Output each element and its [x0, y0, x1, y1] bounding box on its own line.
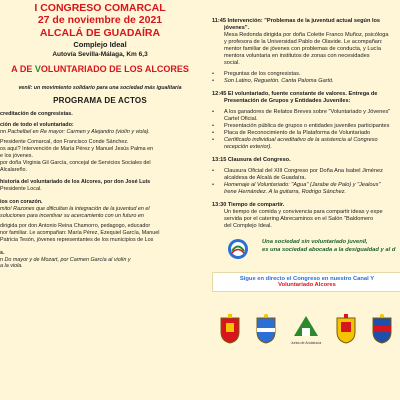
program-line: a la viola. [0, 263, 23, 270]
program-line: Un tiempo de comida y convivencia para compartir ideas y expe [224, 209, 383, 215]
program-line: mentora voluntaria en institutos de zonas con necesidades [224, 53, 370, 59]
program-bullet: • Preguntas de los congresistas. [212, 71, 400, 78]
program-line: dirigida por don Antonio Reina Chamorro, pedagogo, educador [0, 223, 151, 230]
program-line: por doña Virginia Gil García, concejal de Servicios Sociales del [0, 159, 151, 166]
sponsor-logo-5 [371, 314, 393, 345]
program-line: 13:30 Tiempo de compartir. [212, 202, 285, 208]
program-line: historia del voluntariado de los Alcores, por don José Luis [0, 179, 151, 186]
crest-icon [335, 314, 357, 344]
program-line: e los jóvenes. [0, 152, 33, 159]
theme-line [0, 63, 200, 75]
program-line: mentor familiar de jóvenes con problemas de conducta, y Lucía [224, 46, 382, 52]
program-line: Irene Hernández. A la guitarra, Rodrigo Sánchez. [224, 189, 347, 195]
live-stream-text: Sigue en directo el Congreso en nuestro Canal Y [239, 276, 375, 282]
venue-address: Autovía Sevilla-Málaga, Km 6,3 [52, 51, 148, 58]
program-line: y profesora de la Universidad Pablo de Olavide. Le acompañan: [224, 39, 383, 45]
slogan-line-2: es una sociedad abocada a la desigualdad y al d [262, 247, 396, 253]
program-line: jóvenes". [224, 25, 250, 31]
program-line: 12:45 El voluntariado, fuente constante de valores. Entrega de [212, 91, 378, 97]
junta-caption: Junta de Andalucía [290, 341, 322, 345]
sponsor-logo-2 [255, 314, 277, 345]
program-line: 13:15 Clausura del Congreso. [212, 157, 291, 163]
program-line: Presentación de Grupos y Entidades Juveniles: [224, 98, 351, 104]
congress-date: 27 de noviembre de 2021 [37, 14, 163, 26]
program-line: recepción exterior). [224, 144, 272, 150]
crest-icon [219, 314, 241, 344]
program-title: PROGRAMA DE ACTOS [53, 96, 147, 105]
theme-rest: OLUNTARIADO DE LOS ALCORES [40, 64, 189, 74]
program-line: Presidente Comarcal, don Francisco Conde Sánchez. [0, 139, 129, 146]
program-line: nor familiar. Le acompañan: María Pérez, Ezequiel García, Manuel [0, 230, 160, 237]
program-bullet: • Clausura Oficial del XIII Congreso por Doña Ana Isabel Jiménez [212, 168, 400, 175]
program-bullet: • Placa de Reconocimiento de la Plataforma de Voluntariado [212, 130, 400, 137]
left-program-list [0, 111, 200, 270]
venue-name: Complejo Ideal [73, 40, 127, 49]
program-line: del Complejo Ideal. [224, 223, 272, 229]
sponsor-logo-4 [335, 314, 357, 345]
crest-icon [371, 314, 393, 344]
channel-name: Voluntariado Alcores [278, 282, 336, 288]
congress-city: ALCALÁ DE GUADAÍRA [39, 27, 161, 39]
slogan-line-1: Una sociedad sin voluntariado juvenil, [262, 239, 368, 245]
program-line: mito! Razones que dificultan la integración de la juventud en el [0, 205, 150, 212]
shield-icon [255, 314, 277, 344]
program-line: s. [0, 249, 5, 256]
sponsor-logos [212, 300, 400, 345]
program-line: ios con corazón. [0, 198, 43, 205]
program-line: creditación de congresistas. [0, 111, 73, 117]
sponsor-logo-3 [291, 314, 322, 345]
program-line: 11:45 Intervención: "Problemas de la juventud actual según los [212, 18, 381, 24]
motto: venil: un movimiento solidario para una sociedad más igualitaria [18, 85, 182, 91]
program-bullet: • Certificado individual acreditativo de la asistencia al Congreso [212, 137, 400, 144]
slogan-row [212, 238, 400, 260]
program-line: Alcalareño. [0, 166, 27, 173]
program-line: nn Pachelbel en Re mayor: Carmen y Alejandro (violín y viola). [0, 128, 150, 135]
program-line: ción de todo el voluntariado: [0, 121, 74, 128]
program-bullet: • A los ganadores de Relatos Breves sobre "Voluntariado y Jóvenes" [212, 109, 400, 116]
program-line: soluciones para incentivar su acercamiento con un futuro en [0, 212, 144, 219]
program-bullet: • Presentación pública de grupos o entidades juveniles participantes [212, 123, 400, 130]
live-stream-box[interactable] [212, 272, 400, 292]
program-line: Patricia Tesón, jóvenes representantes de los municipios de Los [0, 236, 154, 243]
right-column [200, 0, 400, 400]
program-line: Mesa Redonda dirigida por doña Colette Franco Muñoz, psicóloga [224, 32, 389, 38]
right-program-list [212, 18, 400, 230]
program-line: social. [224, 60, 240, 66]
congress-title: I CONGRESO COMARCAL [34, 2, 166, 14]
theme-prefix: A DE [11, 64, 35, 74]
program-line: alcaldesa de Alcalá de Guadaíra. [224, 175, 307, 181]
junta-andalucia-icon [291, 314, 321, 340]
program-line: n Do mayor y de Mozart, por Carmen García al violín y [0, 256, 131, 263]
program-line: servida por el catering Abrecaminos en el Salón "Baldomero [224, 216, 374, 222]
theme-v: V [34, 64, 41, 74]
sponsor-logo-1 [219, 314, 241, 345]
volunteer-seal-icon [220, 238, 256, 260]
program-line: Presidente Local. [0, 186, 42, 193]
program-line: Cartel Oficial. [224, 116, 258, 122]
slogan [262, 238, 395, 254]
program-bullet: • Homenaje al Voluntariado: "Agua" (Jarabe de Palo) y "Jealous" [212, 182, 400, 189]
program-bullet: • Son Latino, Reguetón. Canta Paloma Gartó. [212, 78, 400, 85]
program-line: os aquí? Intervención de María Pérez y Manuel Jesús Palma en [0, 146, 154, 153]
